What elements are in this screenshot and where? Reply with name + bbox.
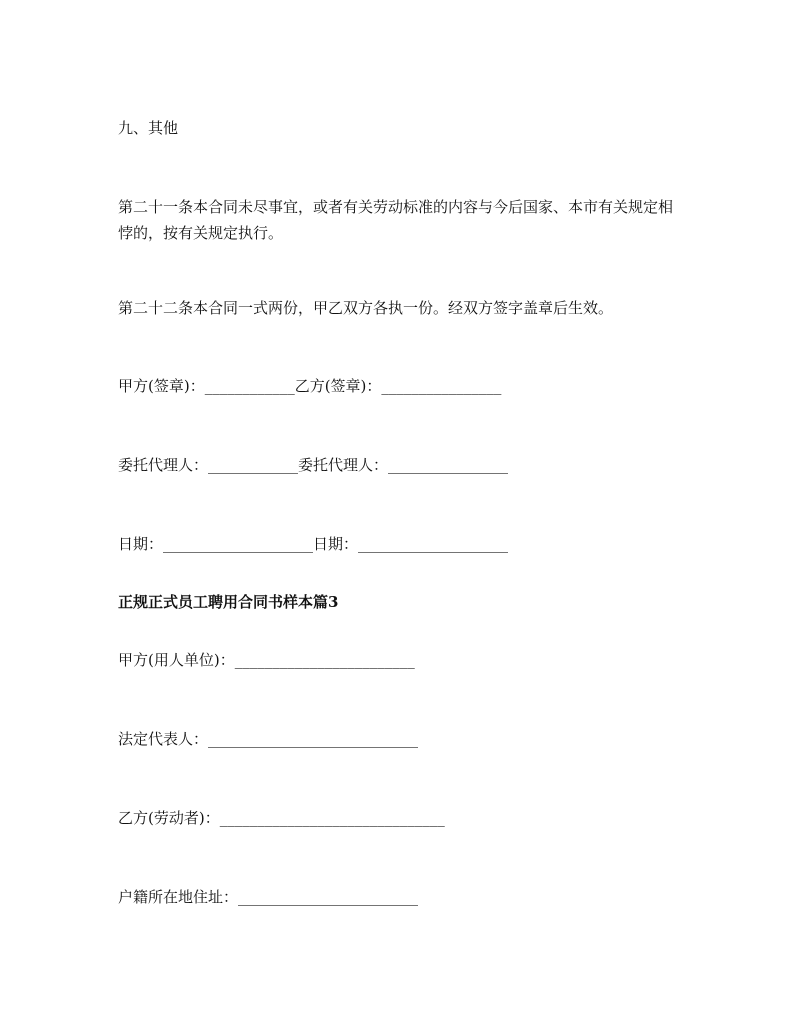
party-signature-line: 甲方(签章)：____________乙方(签章)：________________: [118, 377, 502, 395]
article-22: 第二十二条本合同一式两份，甲乙双方各执一份。经双方签字盖章后生效。: [118, 299, 614, 317]
employee-field: 乙方(劳动者)：______________________________: [118, 809, 445, 827]
article-21: 第二十一条本合同未尽事宜，或者有关劳动标准的内容与今后国家、本市有关规定相悖的，按有关规定执行。: [118, 198, 674, 242]
employer-field: 甲方(用人单位)：________________________: [118, 651, 415, 669]
agent-signature-line: 委托代理人：____________委托代理人：________________: [118, 456, 509, 474]
next-section-title: 正规正式员工聘用合同书样本篇3: [118, 593, 339, 611]
section-heading: 九、其他: [118, 119, 179, 137]
legal-representative-field: 法定代表人：____________________________: [118, 730, 419, 748]
date-signature-line: 日期：____________________日期：____________________: [118, 535, 509, 553]
household-address-field: 户籍所在地住址：________________________: [118, 888, 419, 906]
